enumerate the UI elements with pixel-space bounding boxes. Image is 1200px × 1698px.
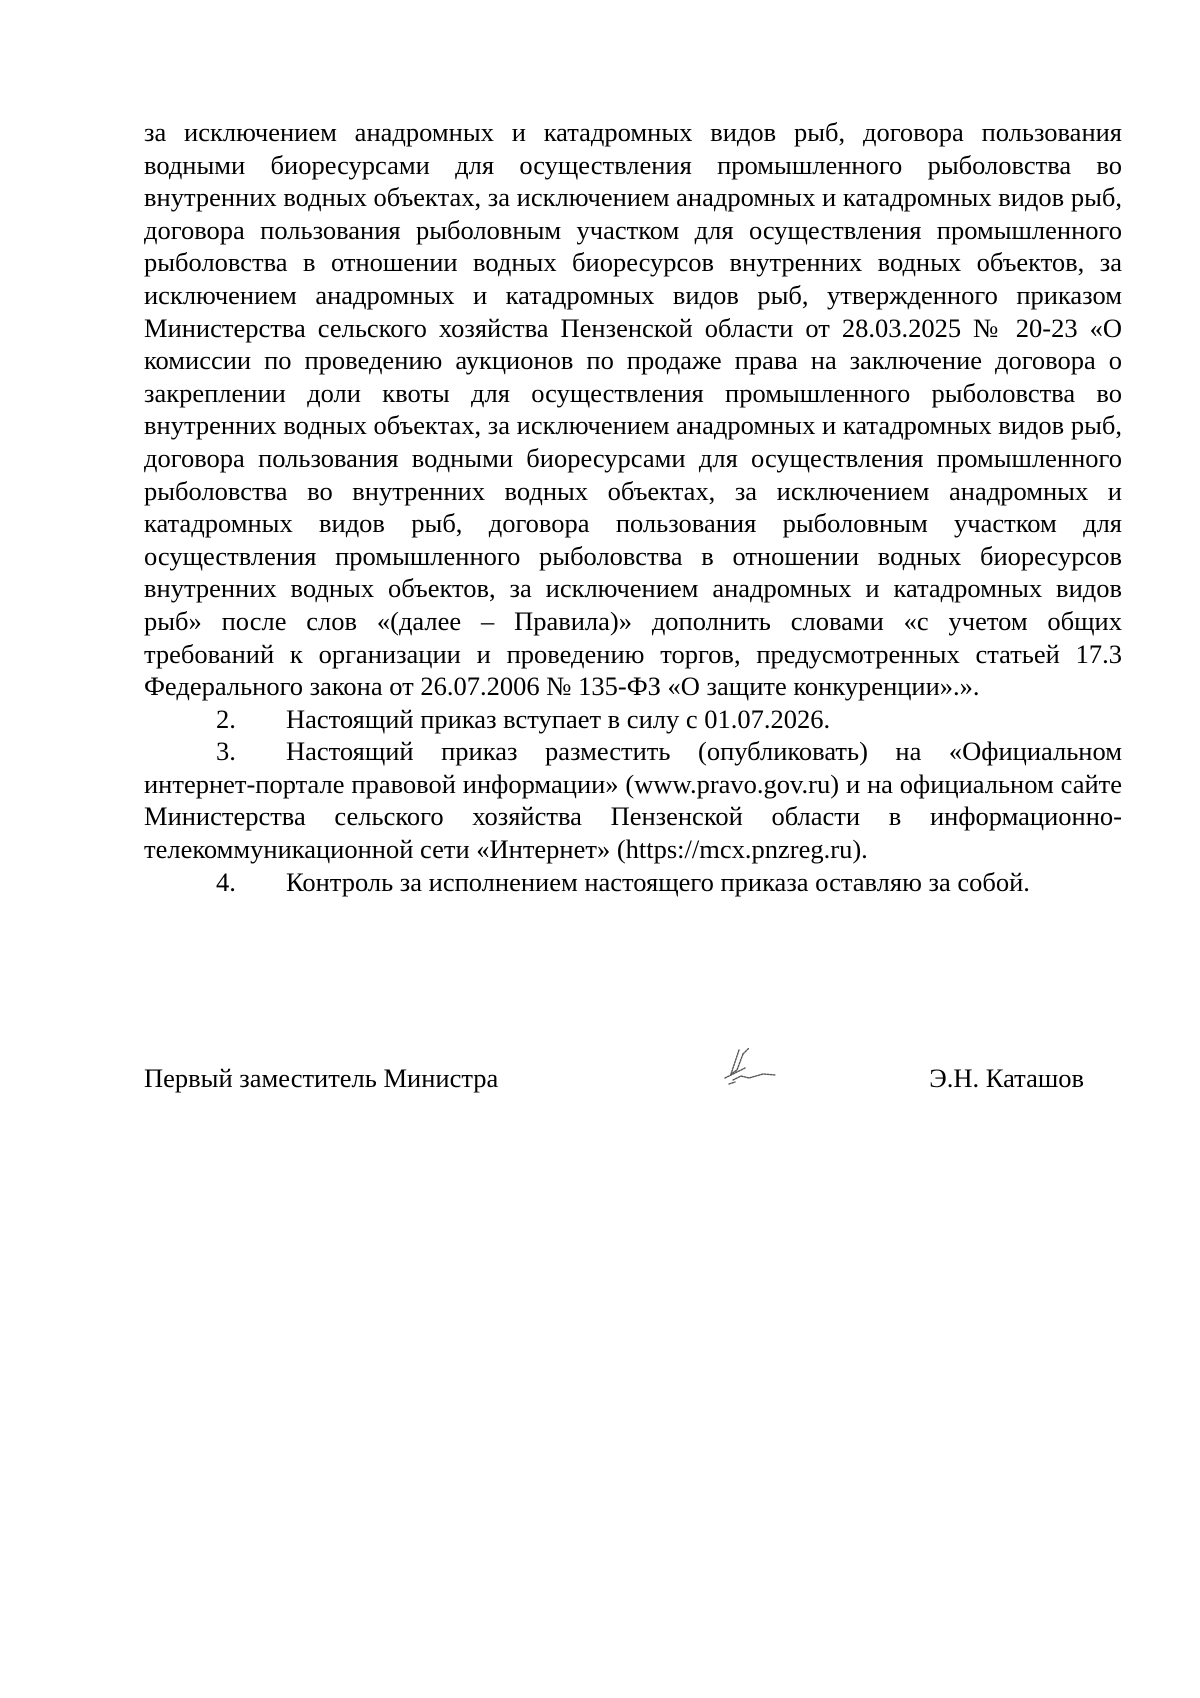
signatory-name: Э.Н. Каташов [929,1063,1084,1093]
item-number: 3. [216,736,236,767]
list-item-2 [144,703,1122,736]
signature-block [144,1044,1084,1104]
document-body [144,116,1122,898]
item-text: Настоящий приказ вступает в силу с 01.07.2026. [286,703,831,734]
signatory-position: Первый заместитель Министра [144,1063,499,1093]
list-item-3 [144,735,1122,865]
item-text: Контроль за исполнением настоящего приказа оставляю за собой. [286,866,1030,897]
handwritten-signature-icon [719,1044,779,1088]
list-item-4 [144,866,1122,899]
continuation-paragraph: за исключением анадромных и катадромных видов рыб, договора пользования водными биоресурсами для осуществления промышленного рыболовства во внутренних водных объектах, за исключением анадромных и катадромных видов рыб, договора пользования рыболовным участком для осуществления промышленного рыболовства в отношении водных биоресурсов внутренних водных объектов, за исключением анадромных и катадромных видов рыб, утвержденного приказом Министерства сельского хозяйства Пензенской области от 28.03.2025 № 20-23 «О комиссии по проведению аукционов по продаже права на заключение договора о закреплении доли квоты для осуществления промышленного рыболовства во внутренних водных объектах, за исключением анадромных и катадромных видов рыб, договора пользования водными биоресурсами для осуществления промышленного рыболовства во внутренних водных объектах, за исключением анадромных и катадромных видов рыб, договора пользования рыболовным участком для осуществления промышленного рыболовства в отношении водных биоресурсов внутренних водных объектов, за исключением анадромных и катадромных видов рыб» после слов «(далее – Правила)» дополнить словами «с учетом общих требований к организации и проведению торгов, предусмотренных статьей 17.3 Федерального закона от 26.07.2006 № 135-ФЗ «О защите конкуренции».». [144,117,1122,702]
item-number: 2. [216,703,236,734]
item-text: Настоящий приказ разместить (опубликовать) на «Официальном интернет-портале правовой информации» (www.pravo.gov.ru) и на официальном сайте Министерства сельского хозяйства Пензенской области в информационно-телекоммуникационной сети «Интернет» (https://mcx.pnzreg.ru). [144,736,1122,865]
item-number: 4. [216,866,236,897]
